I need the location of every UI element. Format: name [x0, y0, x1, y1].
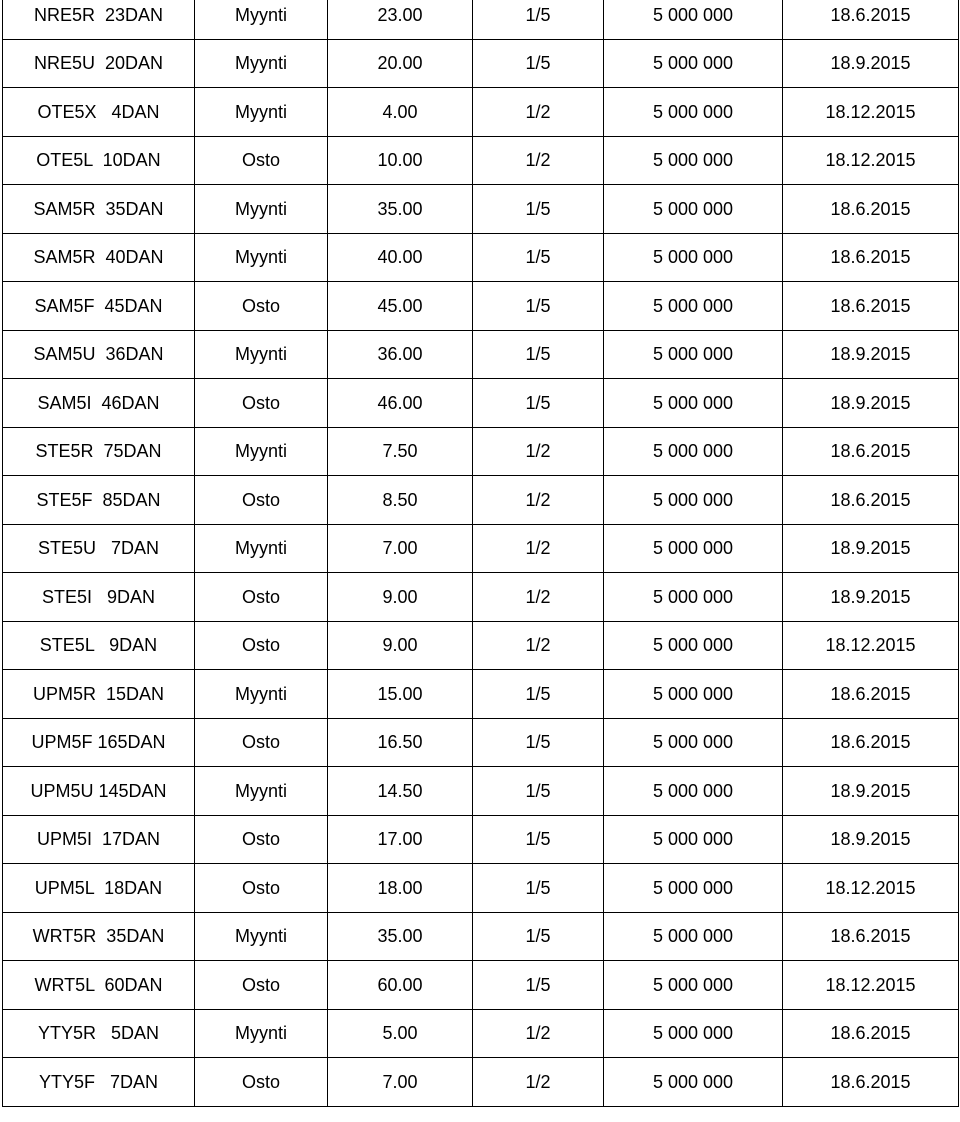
quantity-cell: 5 000 000 — [604, 1009, 783, 1058]
quantity-cell: 5 000 000 — [604, 282, 783, 331]
ratio-cell: 1/5 — [473, 233, 604, 282]
quantity-cell: 5 000 000 — [604, 621, 783, 670]
table-row — [3, 767, 959, 816]
quantity-cell: 5 000 000 — [604, 524, 783, 573]
trade-type-cell: Myynti — [195, 233, 328, 282]
strike-price-cell: 9.00 — [328, 621, 473, 670]
instrument-code-cell: SAM5U 36DAN — [3, 330, 195, 379]
expiry-date-cell: 18.12.2015 — [783, 88, 959, 137]
expiry-date-cell: 18.9.2015 — [783, 767, 959, 816]
instrument-code-cell: SAM5I 46DAN — [3, 379, 195, 428]
ratio-cell: 1/5 — [473, 330, 604, 379]
trade-type-cell: Myynti — [195, 330, 328, 379]
trade-type-cell: Osto — [195, 718, 328, 767]
table-row — [3, 185, 959, 234]
ratio-cell: 1/2 — [473, 88, 604, 137]
table-row — [3, 282, 959, 331]
strike-price-cell: 20.00 — [328, 39, 473, 88]
table-row — [3, 961, 959, 1010]
table-row — [3, 1009, 959, 1058]
expiry-date-cell: 18.6.2015 — [783, 233, 959, 282]
ratio-cell: 1/2 — [473, 573, 604, 622]
instrument-code-cell: STE5I 9DAN — [3, 573, 195, 622]
expiry-date-cell: 18.9.2015 — [783, 573, 959, 622]
expiry-date-cell: 18.9.2015 — [783, 330, 959, 379]
ratio-cell: 1/2 — [473, 524, 604, 573]
trade-type-cell: Osto — [195, 573, 328, 622]
instrument-code-cell: SAM5F 45DAN — [3, 282, 195, 331]
expiry-date-cell: 18.6.2015 — [783, 718, 959, 767]
ratio-cell: 1/2 — [473, 476, 604, 525]
instrument-code-cell: UPM5F 165DAN — [3, 718, 195, 767]
ratio-cell: 1/5 — [473, 185, 604, 234]
instrument-code-cell: WRT5L 60DAN — [3, 961, 195, 1010]
strike-price-cell: 36.00 — [328, 330, 473, 379]
instrument-code-cell: UPM5I 17DAN — [3, 815, 195, 864]
quantity-cell: 5 000 000 — [604, 718, 783, 767]
strike-price-cell: 4.00 — [328, 88, 473, 137]
table-row — [3, 815, 959, 864]
trade-type-cell: Myynti — [195, 524, 328, 573]
trade-type-cell: Myynti — [195, 912, 328, 961]
ratio-cell: 1/2 — [473, 1058, 604, 1107]
expiry-date-cell: 18.12.2015 — [783, 961, 959, 1010]
ratio-cell: 1/5 — [473, 39, 604, 88]
ratio-cell: 1/5 — [473, 815, 604, 864]
ratio-cell: 1/5 — [473, 0, 604, 39]
expiry-date-cell: 18.12.2015 — [783, 136, 959, 185]
trade-type-cell: Myynti — [195, 670, 328, 719]
strike-price-cell: 15.00 — [328, 670, 473, 719]
instrument-code-cell: STE5L 9DAN — [3, 621, 195, 670]
quantity-cell: 5 000 000 — [604, 427, 783, 476]
strike-price-cell: 23.00 — [328, 0, 473, 39]
quantity-cell: 5 000 000 — [604, 476, 783, 525]
strike-price-cell: 8.50 — [328, 476, 473, 525]
strike-price-cell: 40.00 — [328, 233, 473, 282]
strike-price-cell: 16.50 — [328, 718, 473, 767]
quantity-cell: 5 000 000 — [604, 39, 783, 88]
ratio-cell: 1/2 — [473, 621, 604, 670]
table-row — [3, 136, 959, 185]
quantity-cell: 5 000 000 — [604, 233, 783, 282]
quantity-cell: 5 000 000 — [604, 912, 783, 961]
table-row — [3, 0, 959, 39]
expiry-date-cell: 18.6.2015 — [783, 670, 959, 719]
expiry-date-cell: 18.6.2015 — [783, 185, 959, 234]
instrument-code-cell: UPM5L 18DAN — [3, 864, 195, 913]
strike-price-cell: 7.50 — [328, 427, 473, 476]
expiry-date-cell: 18.6.2015 — [783, 282, 959, 331]
instrument-code-cell: NRE5U 20DAN — [3, 39, 195, 88]
strike-price-cell: 5.00 — [328, 1009, 473, 1058]
table-body — [3, 0, 959, 1106]
strike-price-cell: 35.00 — [328, 912, 473, 961]
trade-type-cell: Myynti — [195, 767, 328, 816]
table-row — [3, 573, 959, 622]
instrument-code-cell: YTY5R 5DAN — [3, 1009, 195, 1058]
quantity-cell: 5 000 000 — [604, 330, 783, 379]
expiry-date-cell: 18.6.2015 — [783, 476, 959, 525]
expiry-date-cell: 18.12.2015 — [783, 621, 959, 670]
table-row — [3, 912, 959, 961]
instrument-code-cell: OTE5L 10DAN — [3, 136, 195, 185]
strike-price-cell: 45.00 — [328, 282, 473, 331]
ratio-cell: 1/5 — [473, 670, 604, 719]
strike-price-cell: 14.50 — [328, 767, 473, 816]
ratio-cell: 1/5 — [473, 767, 604, 816]
expiry-date-cell: 18.9.2015 — [783, 524, 959, 573]
ratio-cell: 1/5 — [473, 961, 604, 1010]
expiry-date-cell: 18.9.2015 — [783, 379, 959, 428]
trade-type-cell: Myynti — [195, 427, 328, 476]
ratio-cell: 1/5 — [473, 282, 604, 331]
quantity-cell: 5 000 000 — [604, 88, 783, 137]
expiry-date-cell: 18.6.2015 — [783, 1058, 959, 1107]
instrument-code-cell: NRE5R 23DAN — [3, 0, 195, 39]
quantity-cell: 5 000 000 — [604, 670, 783, 719]
trade-type-cell: Osto — [195, 379, 328, 428]
instrument-code-cell: SAM5R 35DAN — [3, 185, 195, 234]
instrument-code-cell: WRT5R 35DAN — [3, 912, 195, 961]
table-row — [3, 1058, 959, 1107]
table-row — [3, 524, 959, 573]
instrument-code-cell: OTE5X 4DAN — [3, 88, 195, 137]
ratio-cell: 1/5 — [473, 718, 604, 767]
strike-price-cell: 9.00 — [328, 573, 473, 622]
trade-type-cell: Myynti — [195, 1009, 328, 1058]
trade-type-cell: Myynti — [195, 185, 328, 234]
strike-price-cell: 10.00 — [328, 136, 473, 185]
table-row — [3, 39, 959, 88]
quantity-cell: 5 000 000 — [604, 136, 783, 185]
expiry-date-cell: 18.6.2015 — [783, 0, 959, 39]
strike-price-cell: 7.00 — [328, 1058, 473, 1107]
expiry-date-cell: 18.9.2015 — [783, 815, 959, 864]
expiry-date-cell: 18.12.2015 — [783, 864, 959, 913]
options-table — [2, 0, 959, 1107]
instrument-code-cell: YTY5F 7DAN — [3, 1058, 195, 1107]
quantity-cell: 5 000 000 — [604, 864, 783, 913]
trade-type-cell: Myynti — [195, 88, 328, 137]
quantity-cell: 5 000 000 — [604, 185, 783, 234]
quantity-cell: 5 000 000 — [604, 815, 783, 864]
trade-type-cell: Osto — [195, 282, 328, 331]
instrument-code-cell: STE5F 85DAN — [3, 476, 195, 525]
table-row — [3, 864, 959, 913]
quantity-cell: 5 000 000 — [604, 379, 783, 428]
instrument-code-cell: STE5R 75DAN — [3, 427, 195, 476]
ratio-cell: 1/5 — [473, 864, 604, 913]
instrument-code-cell: SAM5R 40DAN — [3, 233, 195, 282]
instrument-code-cell: UPM5R 15DAN — [3, 670, 195, 719]
strike-price-cell: 18.00 — [328, 864, 473, 913]
quantity-cell: 5 000 000 — [604, 0, 783, 39]
expiry-date-cell: 18.6.2015 — [783, 912, 959, 961]
expiry-date-cell: 18.6.2015 — [783, 427, 959, 476]
strike-price-cell: 60.00 — [328, 961, 473, 1010]
table-row — [3, 88, 959, 137]
trade-type-cell: Osto — [195, 815, 328, 864]
table-row — [3, 670, 959, 719]
ratio-cell: 1/2 — [473, 136, 604, 185]
quantity-cell: 5 000 000 — [604, 961, 783, 1010]
quantity-cell: 5 000 000 — [604, 573, 783, 622]
instrument-code-cell: STE5U 7DAN — [3, 524, 195, 573]
ratio-cell: 1/2 — [473, 1009, 604, 1058]
expiry-date-cell: 18.9.2015 — [783, 39, 959, 88]
table-row — [3, 330, 959, 379]
table-row — [3, 427, 959, 476]
strike-price-cell: 46.00 — [328, 379, 473, 428]
trade-type-cell: Osto — [195, 136, 328, 185]
strike-price-cell: 35.00 — [328, 185, 473, 234]
trade-type-cell: Osto — [195, 621, 328, 670]
trade-type-cell: Osto — [195, 1058, 328, 1107]
expiry-date-cell: 18.6.2015 — [783, 1009, 959, 1058]
trade-type-cell: Myynti — [195, 39, 328, 88]
trade-type-cell: Osto — [195, 476, 328, 525]
table-row — [3, 621, 959, 670]
strike-price-cell: 17.00 — [328, 815, 473, 864]
ratio-cell: 1/2 — [473, 427, 604, 476]
ratio-cell: 1/5 — [473, 379, 604, 428]
table-row — [3, 233, 959, 282]
quantity-cell: 5 000 000 — [604, 1058, 783, 1107]
quantity-cell: 5 000 000 — [604, 767, 783, 816]
table-row — [3, 718, 959, 767]
trade-type-cell: Myynti — [195, 0, 328, 39]
trade-type-cell: Osto — [195, 864, 328, 913]
strike-price-cell: 7.00 — [328, 524, 473, 573]
table-row — [3, 476, 959, 525]
instrument-code-cell: UPM5U 145DAN — [3, 767, 195, 816]
table-row — [3, 379, 959, 428]
ratio-cell: 1/5 — [473, 912, 604, 961]
trade-type-cell: Osto — [195, 961, 328, 1010]
